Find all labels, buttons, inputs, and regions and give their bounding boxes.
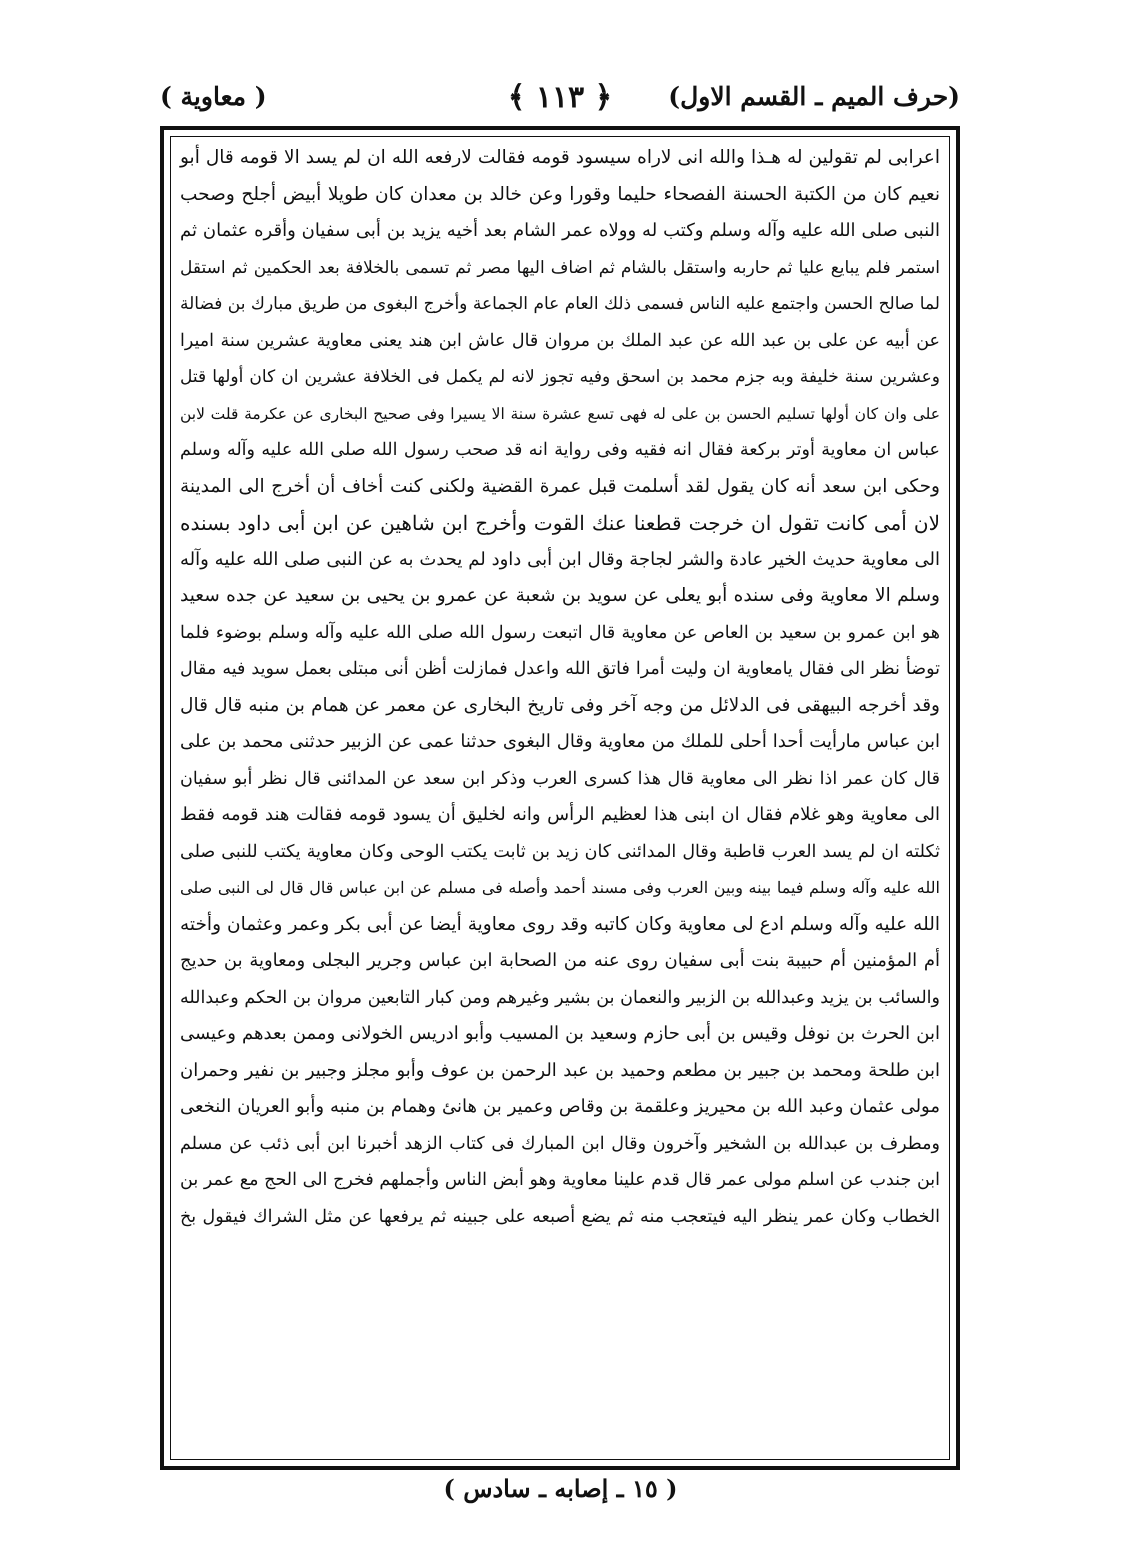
text-line: عباس ان معاوية أوتر بركعة فقال انه فقيه وفى رواية انه قد صحب رسول الله صلى الله عليه وآله وسلم — [180, 440, 940, 460]
text-line: اعرابى لم تقولين له هـذا والله انى لاراه سيسود قومه فقالت لارفعه الله ان لم يسد الا قومه قال أبو — [180, 147, 940, 168]
text-line: توضأ نظر الى فقال يامعاوية ان وليت أمرا فاتق الله واعدل فمازلت أظن أنى مبتلى بعمل سويد فيه مقال — [180, 659, 940, 679]
text-line: الى معاوية وهو غلام فقال ان ابنى هذا لعظيم الرأس وانه لخليق أن يسود قومه فقالت هند قومه فقط — [180, 804, 940, 825]
text-line: ابن الحرث بن نوفل وقيس بن أبى حازم وسعيد بن المسيب وأبو ادريس الخولانى وممن بعدهم وعيسى — [180, 1023, 940, 1044]
text-line: النبى صلى الله عليه وآله وسلم وكتب له وولاه عمر الشام بعد أخيه يزيد بن أبى سفيان وأقره عثمان ثم — [180, 220, 940, 241]
text-line: مولى عثمان وعبد الله بن محيريز وعلقمة بن وقاص وعمير بن هانئ وهمام بن منبه وأبو العريان النخعى — [180, 1096, 940, 1117]
page-header — [160, 80, 960, 120]
text-line: على وان كان أولها تسليم الحسن بن على له فهى تسع عشرة سنة الا يسيرا وفى صحيح البخارى عن عكرمة قلت لابن — [180, 404, 940, 423]
text-line: نعيم كان من الكتبة الحسنة الفصحاء حليما وقورا وعن خالد بن معدان كان طويلا أبيض أجلح وصحب — [180, 183, 940, 205]
text-line: ثكلته ان لم يسد العرب قاطبة وقال المدائنى كان زيد بن ثابت يكتب الوحى وكان معاوية يكتب للنبى صلى — [180, 841, 940, 862]
text-line: عن أبيه عن على بن عبد الله عن عبد الملك بن مروان قال عاش ابن هند يعنى معاوية عشرين سنة اميرا — [180, 330, 940, 351]
text-line: وسلم الا معاوية وفى سنده أبو يعلى عن سويد بن شعبة عن عمرو بن يحيى بن سعيد عن جده سعيد — [180, 585, 940, 606]
page-number: ﴿ ١١٣ ﴾ — [507, 80, 613, 115]
text-line: أم المؤمنين أم حبيبة بنت أبى سفيان روى عنه من الصحابة ابن عباس وجرير البجلى ومعاوية بن حديج — [180, 950, 940, 971]
text-line: ابن عباس مارأيت أحدا أحلى للملك من معاوية وقال البغوى حدثنا عمى عن الزبير حدثنى محمد بن على — [180, 731, 940, 752]
text-line: ابن طلحة ومحمد بن جبير بن مطعم وحميد بن عبد الرحمن بن عوف وأبو مجلز وجبير بن نفير وحمران — [180, 1059, 940, 1081]
text-line: لان أمى كانت تقول ان خرجت قطعنا عنك القوت وأخرج ابن شاهين عن ابن أبى داود بسنده — [180, 511, 940, 535]
text-line: ابن جندب عن اسلم مولى عمر قال قدم علينا معاوية وهو أبض الناس وأجملهم فخرج الى الحج مع عمر بن — [180, 1170, 940, 1190]
text-line: والسائب بن يزيد وعبدالله بن الزبير والنعمان بن بشير وغيرهم ومن كبار التابعين مروان بن الحكم وعبدالله — [180, 987, 940, 1008]
text-line: هو ابن عمرو بن سعيد بن العاص عن معاوية قال اتبعت رسول الله صلى الله عليه وآله وسلم بوضوء فلما — [180, 622, 940, 643]
entry-name: ( معاوية ) — [160, 82, 267, 111]
text-line: الى معاوية حديث الخير عادة والشر لجاجة وقال ابن أبى داود لم يحدث به عن النبى صلى الله عليه وآله — [180, 548, 940, 570]
page-footer-signature: ( ١٥ ـ إصابه ـ سادس ) — [443, 1474, 678, 1503]
text-line: ومطرف بن عبدالله بن الشخير وآخرون وقال ابن المبارك فى كتاب الزهد أخبرنا ابن أبى ذئب عن مسلم — [180, 1133, 940, 1154]
text-line: قال كان عمر اذا نظر الى معاوية قال هذا كسرى العرب وذكر ابن سعد عن المدائنى قال نظر أبو سفيان — [180, 768, 940, 789]
text-line: استمر فلم يبايع عليا ثم حاربه واستقل بالشام ثم اضاف اليها مصر ثم تسمى بالخلافة بعد الحكمين ثم استقل — [180, 257, 940, 278]
section-title: (حرف الميم ـ القسم الاول) — [668, 82, 960, 111]
text-line: لما صالح الحسن واجتمع عليه الناس فسمى ذلك العام عام الجماعة وأخرج البغوى من طريق مبارك بن فضالة — [180, 294, 940, 314]
main-text — [176, 140, 944, 1456]
text-line: وقد أخرجه البيهقى فى الدلائل من وجه آخر وفى تاريخ البخارى عن معمر عن همام بن منبه قال قال — [180, 694, 940, 716]
text-line: الله عليه وآله وسلم فيما بينه وبين العرب وفى مسند أحمد وأصله فى مسلم عن ابن عباس قال قال لى النبى صلى — [180, 878, 940, 897]
text-line: الخطاب وكان عمر ينظر اليه فيتعجب منه ثم يضع أصبعه على جبينه ثم يرفعها عن مثل الشراك فيقول بخ — [180, 1206, 940, 1227]
text-line: وحكى ابن سعد أنه كان يقول لقد أسلمت قبل عمرة القضية ولكنى كنت أخاف أن أخرج الى المدينة — [180, 475, 940, 497]
text-line: وعشرين سنة خليفة وبه جزم محمد بن اسحق وفيه تجوز لانه لم يكمل فى الخلافة عشرين ان كان أولها قتل — [180, 367, 940, 387]
text-line: الله عليه وآله وسلم ادع لى معاوية وكان كاتبه وقد روى معاوية أيضا عن أبى بكر وعمر وعثمان وأخته — [180, 913, 940, 935]
